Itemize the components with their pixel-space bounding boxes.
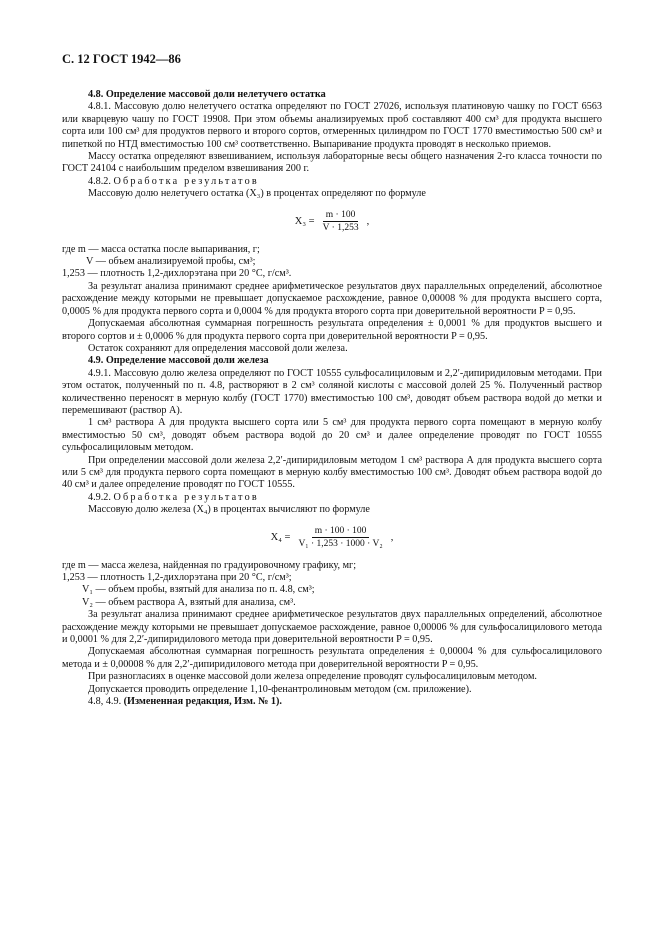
section-4-9-title: 4.9. Определение массовой доли железа (88, 355, 269, 367)
section-4-8-2-p3: Остаток сохраняют для определения массовой доли железа. (88, 342, 348, 354)
section-4-9-2-p3: При разногласиях в оценке массовой доли железа определение проводят сульфосалициловым методом. (88, 671, 537, 683)
formula-2-def-v2: V₂ — объем раствора А, взятый для анализа, см³. (82, 596, 296, 608)
formula-x3 (62, 209, 602, 234)
formula-numerator: m · 100 (323, 209, 359, 222)
formula-denominator: V₁ · 1,253 · 1000 · V₂ (298, 538, 383, 549)
section-4-9-1: 4.9.1. Массовую долю железа определяют по ГОСТ 10555 сульфосалициловым и 2,2′-дипиридиловым методами. При этом остаток, полученный по п. 4.8, растворяют в 2 см³ соляной кислоты с массовой долей 25 %. Полученный раствор количественно переносят в мерную колбу (ГОСТ 1770) вместимостью 100 см³, доводят объем раствора водой до метки и перемешивают (раствор А). (62, 367, 602, 416)
formula-1-def-density: 1,253 — плотность 1,2-дихлорэтана при 20 °С, г/см³. (62, 268, 292, 280)
amendment-text: (Измененная редакция, Изм. № 1). (123, 696, 282, 708)
section-4-9-2-p2: Допускаемая абсолютная суммарная погрешность результата определения ± 0,00004 % для сульфосалицилового метода и ± 0,00008 % для 2,2′-дипиридилового метода при доверительной вероятности P = 0,95. (62, 646, 602, 670)
section-4-9-2-heading (62, 492, 602, 504)
document-page (62, 52, 602, 708)
section-title: Обработка результатов (113, 175, 259, 187)
formula-tail: , (390, 531, 394, 543)
formula-1-def-m: где m — масса остатка после выпаривания, г; (62, 243, 260, 255)
section-4-8-2-heading (62, 176, 602, 188)
formula-numerator: m · 100 · 100 (312, 525, 370, 538)
formula-2-intro: Массовую долю железа (X₄) в процентах вычисляют по формуле (88, 504, 370, 516)
section-4-8-1: 4.8.1. Массовую долю нелетучего остатка определяют по ГОСТ 27026, используя платиновую чашку по ГОСТ 6563 или кварцевую чашу по ГОСТ 19908. При этом объемы анализируемых проб составляют 400 см³ для продукта высшего сорта или 100 см³ для продуктов первого и второго сортов, отмеренных цилиндром по ГОСТ 1770 вместимостью 500 см³ и пипеткой по НТД вместимостью 100 см³ соответственно. Выпаривание продукта проводят в несколько приемов. (62, 101, 602, 150)
formula-2-def-v1: V₁ — объем пробы, взятый для анализа по п. 4.8, см³; (82, 584, 315, 596)
section-title: Обработка результатов (113, 491, 259, 503)
formula-lhs: X₃ = (294, 215, 315, 227)
formula-x4 (62, 525, 602, 550)
section-4-8-1-weighing: Массу остатка определяют взвешиванием, используя лабораторные весы общего назначения 2-го класса точности по ГОСТ 24104 с наибольшим пределом взвешивания 200 г. (62, 151, 602, 175)
formula-1-intro: Массовую долю нелетучего остатка (X₃) в процентах определяют по формуле (88, 188, 426, 200)
amendment-sections: 4.8, 4.9. (88, 696, 122, 708)
amendment-note (62, 696, 602, 708)
section-4-8-title: 4.8. Определение массовой доли нелетучего остатка (88, 89, 326, 100)
section-number: 4.9.2. (88, 491, 111, 503)
section-4-8-2-p2: Допускаемая абсолютная суммарная погрешность результата определения ± 0,0001 % для продуктов высшего и второго сортов и ± 0,0006 % для продукта первого сорта при доверительной вероятности P = 0,95. (62, 318, 602, 342)
section-4-9-2-p4: Допускается проводить определение 1,10-фенантролиновым методом (см. приложение). (88, 683, 472, 695)
formula-2-def-m: где m — масса железа, найденная по градуировочному графику, мг; (62, 559, 357, 571)
section-4-9-2-p1: За результат анализа принимают среднее арифметическое результатов двух параллельных определений, абсолютное расхождение между которыми не превышает допускаемое расхождение, равное 0,00006 % для сульфосалицилового метода и 0,0001 % для 2,2′-дипиридилового метода при доверительной вероятности P = 0,95. (62, 609, 602, 646)
formula-2-def-density: 1,253 — плотность 1,2-дихлорэтана при 20 °С, г/см³; (62, 572, 292, 583)
formula-fraction (320, 209, 362, 234)
section-4-9-1-c: При определении массовой доли железа 2,2′-дипиридиловым методом 1 см³ раствора А для продукта высшего сорта или 5 см³ для продукта первого сорта помещают в мерную колбу вместимостью 100 см³. Доводят объем раствора водой до 40 см³ и далее определение проводят по ГОСТ 10555. (62, 454, 602, 491)
section-number: 4.8.2. (88, 175, 111, 187)
section-4-9-1-b: 1 см³ раствора А для продукта высшего сорта или 5 см³ для продукта первого сорта помещают в мерную колбу вместимостью 50 см³, доводят объем раствора водой до 20 см³ и далее определение проводят по ГОСТ 10555 сульфосалициловым методом. (62, 417, 602, 454)
formula-lhs: X₄ = (270, 531, 291, 543)
section-4-8-2-p1: За результат анализа принимают среднее арифметическое результатов двух параллельных определений, абсолютное расхождение между которыми не превышает допускаемое расхождение, равное 0,00008 % для продукта высшего сорта, 0,0005 % для продукта первого сорта и 0,0004 % для продукта второго сорта при доверительной вероятности P = 0,95. (62, 280, 602, 317)
formula-fraction (295, 525, 385, 550)
formula-denominator: V · 1,253 (322, 222, 359, 233)
page-header: С. 12 ГОСТ 1942—86 (62, 52, 181, 66)
formula-tail: , (366, 215, 370, 227)
formula-1-def-v: V — объем анализируемой пробы, см³; (86, 256, 256, 268)
